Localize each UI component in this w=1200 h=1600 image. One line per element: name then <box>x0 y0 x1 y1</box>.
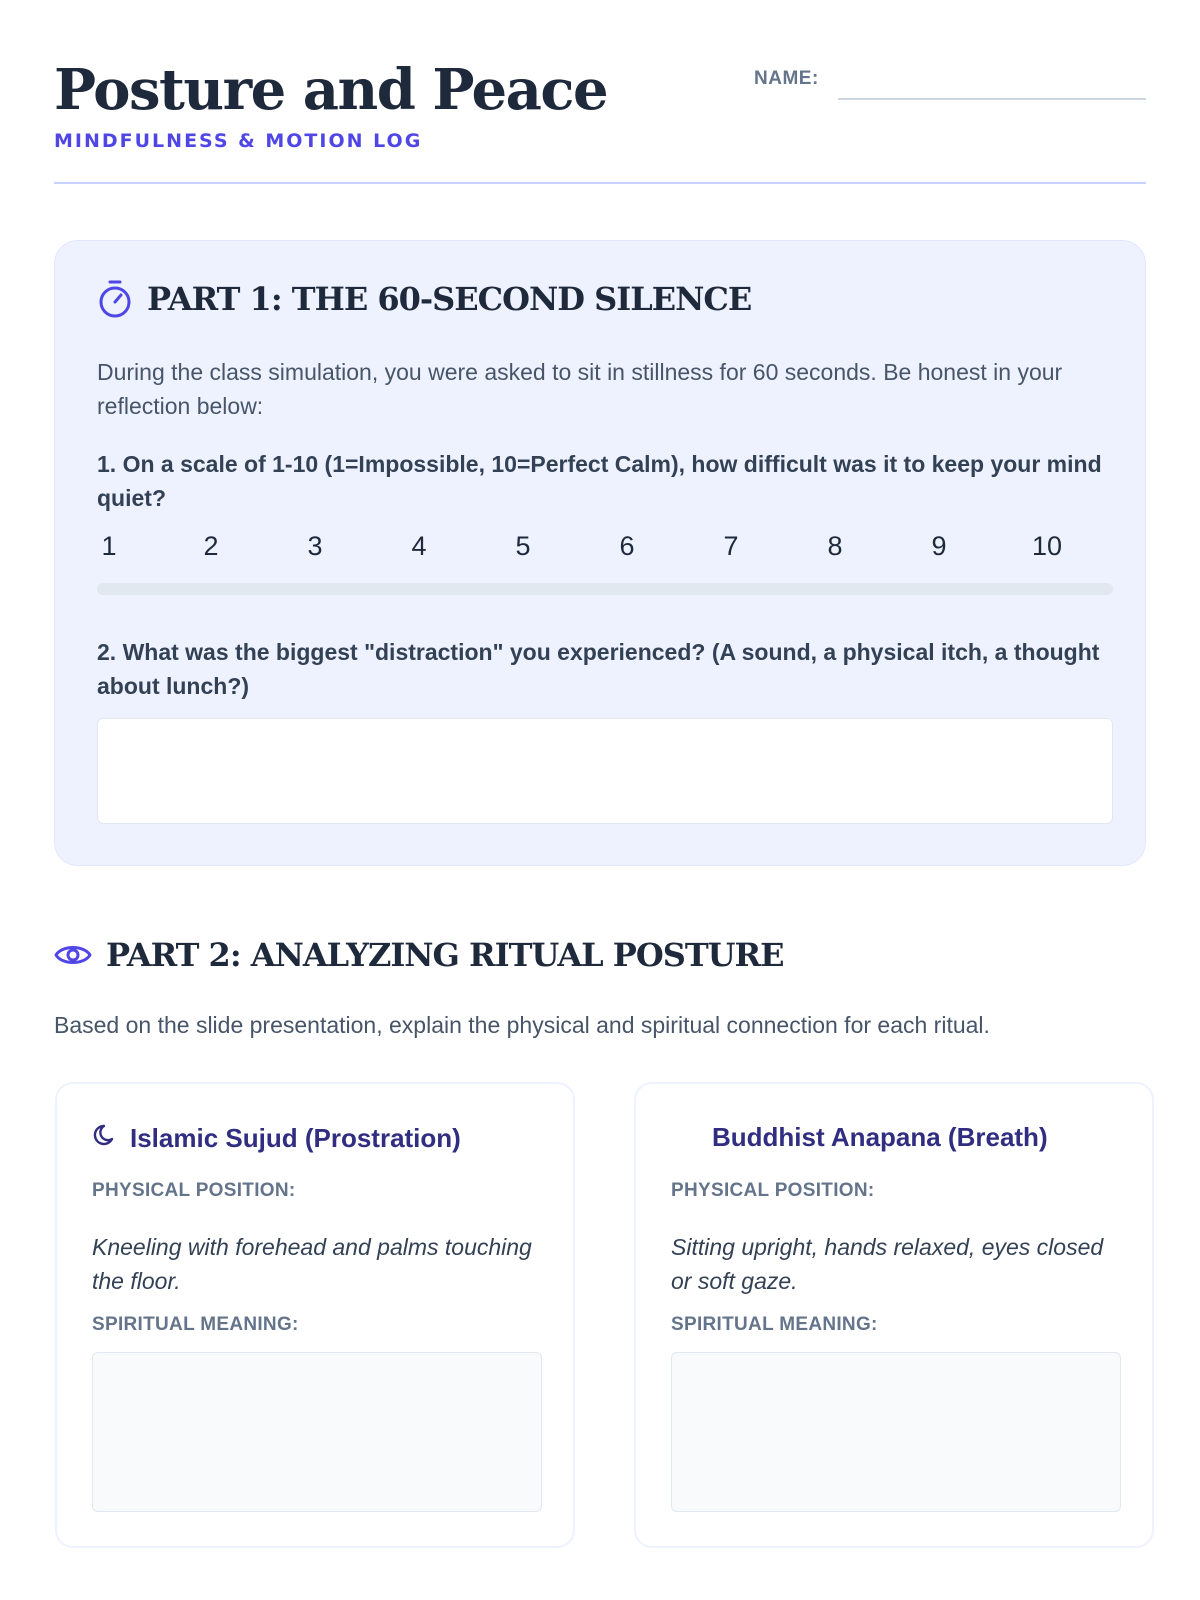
part1-title: PART 1: THE 60-SECOND SILENCE <box>147 280 752 318</box>
scale-option-8[interactable]: 8 <box>827 531 843 561</box>
ritual-card-sujud <box>55 1082 575 1548</box>
scale-option-9[interactable]: 9 <box>931 531 947 561</box>
part2-title: PART 2: ANALYZING RITUAL POSTURE <box>106 936 784 974</box>
worksheet-header <box>54 56 1146 184</box>
physical-position-label: PHYSICAL POSITION: <box>92 1180 296 1201</box>
scale-option-1[interactable]: 1 <box>101 531 117 561</box>
spiritual-meaning-label: SPIRITUAL MEANING: <box>671 1314 878 1335</box>
card-title-row <box>92 1122 461 1155</box>
physical-position-text: Sitting upright, hands relaxed, eyes closed or soft gaze. <box>671 1234 1104 1294</box>
eye-icon <box>54 941 92 969</box>
scale-option-2[interactable]: 2 <box>203 531 219 561</box>
physical-position-text: Kneeling with forehead and palms touching the floor. <box>92 1234 532 1294</box>
spiritual-meaning-answer-box[interactable] <box>671 1352 1121 1512</box>
distraction-answer-box[interactable] <box>97 718 1113 824</box>
question-2: 2. What was the biggest "distraction" you experienced? (A sound, a physical itch, a thought about lunch?) <box>97 639 1100 699</box>
ritual-card-anapana <box>634 1082 1154 1548</box>
spiritual-meaning-answer-box[interactable] <box>92 1352 542 1512</box>
calm-scale <box>97 531 1113 571</box>
scale-option-6[interactable]: 6 <box>619 531 635 561</box>
part1-heading <box>97 279 751 319</box>
name-label: NAME: <box>754 68 819 89</box>
part2-intro: Based on the slide presentation, explain the physical and spiritual connection for each ritual. <box>54 1012 990 1038</box>
scale-track[interactable] <box>97 583 1113 595</box>
scale-option-4[interactable]: 4 <box>411 531 427 561</box>
card-title-row <box>712 1122 1048 1153</box>
name-field[interactable] <box>838 62 1146 100</box>
page-subtitle: MINDFULNESS & MOTION LOG <box>54 130 423 152</box>
card-title: Islamic Sujud (Prostration) <box>130 1123 461 1153</box>
part1-panel <box>54 240 1146 866</box>
question-1: 1. On a scale of 1-10 (1=Impossible, 10=Perfect Calm), how difficult was it to keep your mind quiet? <box>97 451 1102 511</box>
scale-option-10[interactable]: 10 <box>1031 531 1063 561</box>
scale-option-5[interactable]: 5 <box>515 531 531 561</box>
card-title: Buddhist Anapana (Breath) <box>712 1122 1048 1152</box>
scale-option-3[interactable]: 3 <box>307 531 323 561</box>
part2-heading <box>54 936 784 974</box>
scale-option-7[interactable]: 7 <box>723 531 739 561</box>
physical-position-label: PHYSICAL POSITION: <box>671 1180 875 1201</box>
part1-intro: During the class simulation, you were asked to sit in stillness for 60 seconds. Be honest in your reflection below: <box>97 359 1063 419</box>
page-title: Posture and Peace <box>54 57 608 123</box>
spiritual-meaning-label: SPIRITUAL MEANING: <box>92 1314 299 1335</box>
name-field-group <box>754 62 1146 98</box>
stopwatch-icon <box>97 279 133 319</box>
crescent-moon-icon <box>92 1122 130 1155</box>
